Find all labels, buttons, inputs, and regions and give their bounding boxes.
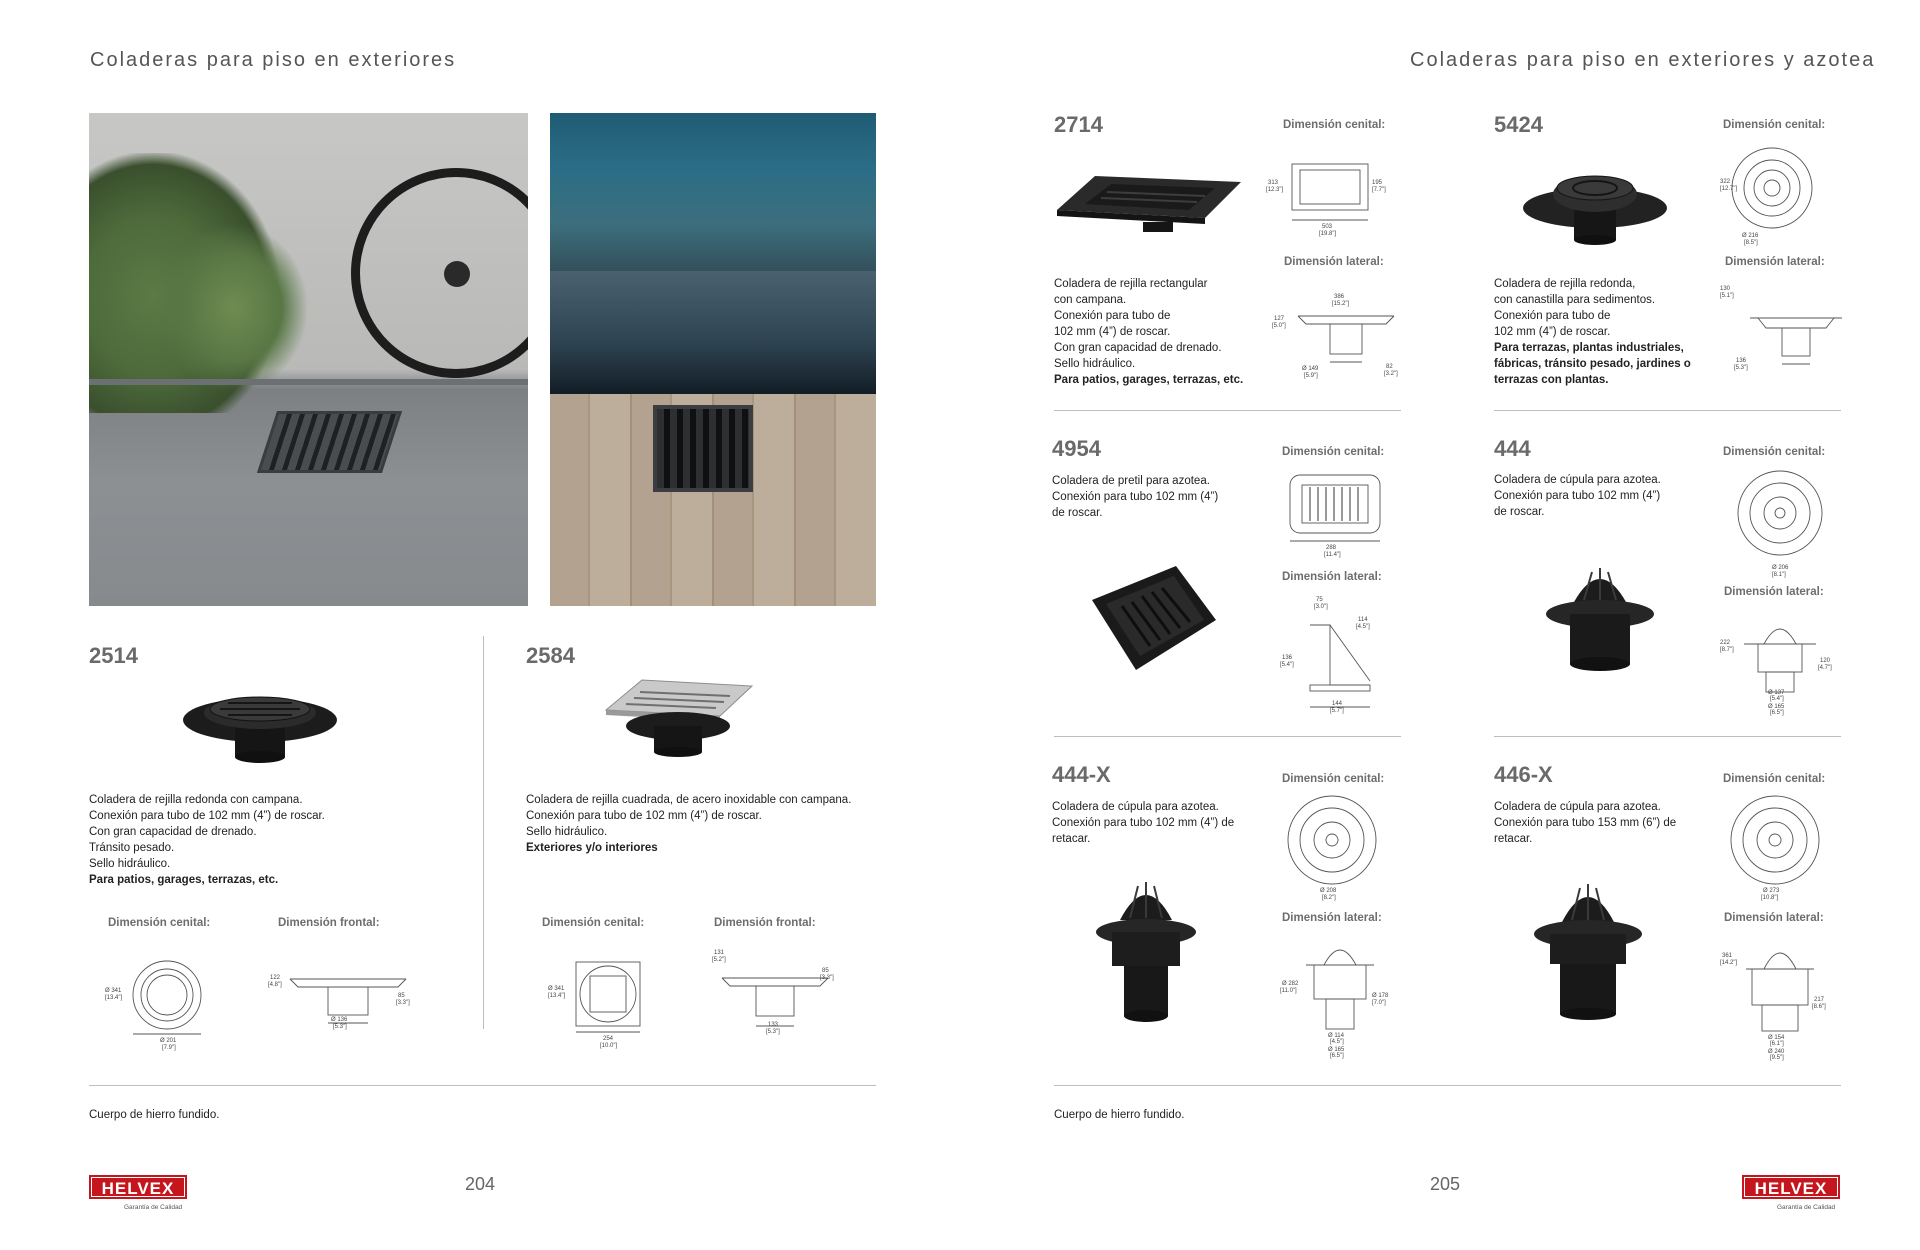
description-line: Conexión para tubo de 102 mm (4”) de roscar. [89, 810, 325, 822]
section-rule [1054, 410, 1401, 411]
dimension-mark: [7.7"] [1372, 187, 1386, 193]
dimension-mark: [3.3"] [820, 975, 834, 981]
dimension-mark: [5.2"] [712, 957, 726, 963]
dimension-mark: 222 [1720, 640, 1731, 646]
dimension-mark: [4.5"] [1330, 1039, 1344, 1045]
description-line: retacar. [1494, 833, 1533, 845]
floor-drain-grate [653, 405, 753, 492]
description-usage: Para patios, garages, terrazas, etc. [89, 874, 279, 886]
description-line: Coladera de rejilla redonda, [1494, 278, 1636, 290]
drawing-lateral-4954 [1280, 595, 1390, 725]
dimension-mark: 133 [768, 1022, 779, 1028]
dimension-mark: Ø 208 [1320, 888, 1337, 894]
product-code: 2514 [89, 643, 138, 668]
product-2514-image [180, 675, 340, 765]
bicycle-hub [444, 261, 470, 287]
dimension-mark: [12.3"] [1266, 187, 1284, 193]
drawing-lateral-446-x [1720, 935, 1840, 1065]
dimension-mark: [6.1"] [1770, 1041, 1784, 1047]
dimension-mark: [7.0"] [1372, 1000, 1386, 1006]
dimension-mark: 254 [603, 1036, 614, 1042]
product-2714-image [1055, 170, 1245, 240]
description-usage: Para terrazas, plantas industriales, fábricas, tránsito pesado, jardines o terrazas con plantas. [1494, 342, 1691, 386]
column-divider [483, 636, 484, 1029]
description-line: Tránsito pesado. [89, 842, 175, 854]
dimension-mark: 130 [1720, 286, 1731, 292]
product-code: 446-X [1494, 762, 1553, 787]
dimension-mark: Ø 154 [1768, 1035, 1785, 1041]
pool-deck-photo [550, 113, 876, 606]
product-code: 2714 [1054, 112, 1103, 137]
dimension-mark: [8.2"] [1322, 895, 1336, 901]
description-line: Conexión para tubo 102 mm (4”) de [1052, 817, 1235, 829]
brand-tagline: Garantía de Calidad [124, 1204, 183, 1211]
dimension-mark: [15.2"] [1332, 301, 1350, 307]
brand-tagline: Garantía de Calidad [1777, 1204, 1836, 1211]
bush-shape [159, 223, 309, 393]
product-5424-image [1520, 160, 1670, 250]
drawing-cenital-4954 [1280, 465, 1390, 565]
footer-rule [89, 1085, 876, 1086]
dimension-lateral-label: Dimensión lateral: [1282, 912, 1382, 924]
dimension-mark: [3.0"] [1314, 604, 1328, 610]
dimension-mark: [8.6"] [1812, 1004, 1826, 1010]
drawing-frontal-2584 [712, 948, 852, 1038]
description-line: Coladera de rejilla rectangular [1054, 278, 1208, 290]
drawing-lateral-444 [1720, 608, 1840, 718]
description-usage: Para patios, garages, terrazas, etc. [1054, 374, 1244, 386]
dimension-cenital-label: Dimensión cenital: [1282, 446, 1385, 458]
drawing-frontal-2514 [268, 965, 418, 1045]
description-line: Con gran capacidad de drenado. [1054, 342, 1222, 354]
description-line: con campana. [1054, 294, 1127, 306]
description-line: Conexión para tubo de [1494, 310, 1611, 322]
dimension-mark: 288 [1326, 545, 1337, 551]
product-code: 2584 [526, 643, 575, 668]
description-line: Conexión para tubo de [1054, 310, 1171, 322]
dimension-mark: [12.7"] [1720, 186, 1738, 192]
description-line: Sello hidráulico. [89, 858, 171, 870]
dimension-lateral-label: Dimensión lateral: [1724, 912, 1824, 924]
description-line: Conexión para tubo de 102 mm (4”) de roscar. [526, 810, 762, 822]
product-2584-image [600, 672, 760, 762]
dimension-mark: Ø 240 [1768, 1049, 1785, 1055]
description-line: 102 mm (4”) de roscar. [1054, 326, 1171, 338]
dimension-mark: [5.4"] [1280, 662, 1294, 668]
dimension-mark: Ø 149 [1302, 366, 1319, 372]
description-usage: Exteriores y/o interiores [526, 842, 658, 854]
dimension-mark: Ø 282 [1282, 981, 1299, 987]
description-line: Sello hidráulico. [526, 826, 608, 838]
dimension-mark: [6.5"] [1330, 1053, 1344, 1059]
drawing-lateral-444-x [1280, 935, 1400, 1065]
dimension-mark: 75 [1316, 597, 1323, 603]
product-description [89, 792, 449, 888]
dimension-mark: 136 [1736, 358, 1747, 364]
dimension-cenital-label: Dimensión cenital: [108, 917, 211, 929]
wall-base [89, 379, 528, 385]
dimension-mark: 144 [1332, 701, 1343, 707]
dimension-lateral-label: Dimensión lateral: [1282, 571, 1382, 583]
description-line: Coladera de rejilla cuadrada, de acero inoxidable con campana. [526, 794, 852, 806]
dimension-cenital-label: Dimensión cenital: [1282, 773, 1385, 785]
dimension-mark: 322 [1720, 179, 1731, 185]
description-line: de roscar. [1494, 506, 1545, 518]
dimension-mark: Ø 165 [1328, 1047, 1345, 1053]
drawing-cenital-5424 [1720, 145, 1840, 255]
drawing-cenital-444-x [1282, 792, 1392, 902]
drawing-cenital-2584 [548, 950, 658, 1049]
description-line: Coladera de cúpula para azotea. [1052, 801, 1219, 813]
description-line: Coladera de rejilla redonda con campana. [89, 794, 303, 806]
product-description [1052, 799, 1267, 847]
dimension-cenital-label: Dimensión cenital: [1723, 446, 1826, 458]
dimension-lateral-label: Dimensión lateral: [1284, 256, 1384, 268]
dimension-mark: [4.5"] [1356, 624, 1370, 630]
product-444-x-image [1086, 870, 1206, 1030]
drawing-cenital-2514 [105, 950, 215, 1051]
footer-note: Cuerpo de hierro fundido. [1054, 1109, 1185, 1121]
product-description [526, 792, 886, 856]
dimension-mark: Ø 341 [548, 986, 565, 992]
dimension-mark: Ø 216 [1742, 233, 1759, 239]
description-line: Coladera de cúpula para azotea. [1494, 474, 1661, 486]
helvex-logo: HELVEX [1742, 1175, 1840, 1199]
dimension-mark: [14.2"] [1720, 960, 1738, 966]
dimension-mark: [8.1"] [1772, 572, 1786, 578]
product-446-x-image [1528, 872, 1648, 1032]
dimension-mark: [10.8"] [1761, 895, 1779, 901]
drawing-lateral-5424 [1720, 282, 1850, 377]
page-number: 205 [1430, 1174, 1461, 1194]
dimension-mark: [4.8"] [268, 982, 282, 988]
dimension-mark: [8.5"] [1744, 240, 1758, 246]
pool-edge [550, 271, 876, 399]
dimension-mark: [3.2"] [1384, 371, 1398, 377]
dimension-mark: 195 [1372, 180, 1383, 186]
dimension-mark: Ø 136 [331, 1017, 348, 1023]
dimension-mark: [19.8"] [1319, 231, 1337, 237]
helvex-logo: HELVEX [89, 1175, 187, 1199]
description-line: Sello hidráulico. [1054, 358, 1136, 370]
product-code: 444 [1494, 436, 1531, 461]
dimension-mark: [5.0"] [1272, 323, 1286, 329]
product-description [1054, 276, 1269, 388]
product-description [1494, 472, 1704, 520]
dimension-mark: 313 [1268, 180, 1279, 186]
dimension-mark: Ø 341 [105, 988, 122, 994]
dimension-mark: [5.3"] [333, 1024, 347, 1030]
product-code: 4954 [1052, 436, 1101, 461]
footer-note: Cuerpo de hierro fundido. [89, 1109, 220, 1121]
product-description [1494, 276, 1714, 388]
page-number: 204 [465, 1174, 496, 1194]
dimension-mark: [3.3"] [396, 1000, 410, 1006]
dimension-mark: [6.5"] [1770, 710, 1784, 716]
description-line: de roscar. [1052, 507, 1103, 519]
floor-drain-grate [257, 411, 402, 473]
dimension-mark: [8.7"] [1720, 647, 1734, 653]
description-line: Conexión para tubo 153 mm (6”) de [1494, 817, 1677, 829]
dimension-mark: [5.3"] [766, 1029, 780, 1035]
description-line: Coladera de cúpula para azotea. [1494, 801, 1661, 813]
drawing-cenital-444 [1730, 465, 1840, 578]
dimension-mark: 136 [1282, 655, 1293, 661]
dimension-cenital-label: Dimensión cenital: [542, 917, 645, 929]
dimension-mark: 503 [1322, 224, 1333, 230]
dimension-mark: 131 [714, 950, 725, 956]
dimension-mark: [5.9"] [1304, 373, 1318, 379]
drawing-cenital-446-x [1725, 792, 1835, 902]
product-code: 5424 [1494, 112, 1543, 137]
dimension-mark: [10.0"] [600, 1043, 618, 1049]
dimension-mark: 127 [1274, 316, 1285, 322]
product-description [1494, 799, 1709, 847]
dimension-mark: [11.4"] [1324, 552, 1341, 558]
dimension-mark: [13.4"] [105, 995, 123, 1001]
left-page-header: Coladeras para piso en exteriores [90, 49, 457, 71]
dimension-mark: Ø 114 [1328, 1033, 1344, 1039]
dimension-mark: 114 [1358, 617, 1368, 623]
section-rule [1054, 736, 1401, 737]
dimension-mark: Ø 178 [1372, 993, 1389, 999]
dimension-mark: Ø 165 [1768, 704, 1785, 710]
dimension-mark: [9.5"] [1770, 1055, 1784, 1061]
dimension-mark: [4.7"] [1818, 665, 1832, 671]
dimension-mark: [5.7"] [1330, 708, 1344, 714]
description-line: retacar. [1052, 833, 1091, 845]
dimension-frontal-label: Dimensión frontal: [278, 917, 380, 929]
dimension-mark: 85 [822, 968, 829, 974]
dimension-mark: Ø 206 [1772, 565, 1789, 571]
dimension-mark: [13.4"] [548, 993, 566, 999]
description-line: Conexión para tubo 102 mm (4”) [1052, 491, 1219, 503]
dimension-mark: [5.1"] [1720, 293, 1734, 299]
dimension-mark: [7.9"] [162, 1045, 176, 1051]
right-page-header: Coladeras para piso en exteriores y azotea [1410, 49, 1876, 71]
dimension-mark: Ø 201 [160, 1038, 177, 1044]
dimension-mark: 217 [1814, 997, 1825, 1003]
dimension-mark: Ø 137 [1768, 690, 1785, 696]
description-line: Coladera de pretil para azotea. [1052, 475, 1210, 487]
dimension-cenital-label: Dimensión cenital: [1283, 119, 1386, 131]
section-rule [1494, 410, 1841, 411]
dimension-mark: [5.4"] [1770, 696, 1784, 702]
description-line: Con gran capacidad de drenado. [89, 826, 257, 838]
dimension-cenital-label: Dimensión cenital: [1723, 773, 1826, 785]
product-description [1052, 473, 1262, 521]
product-444-image [1540, 556, 1660, 686]
footer-rule [1054, 1085, 1841, 1086]
dimension-mark: 85 [398, 993, 405, 999]
product-code: 444-X [1052, 762, 1111, 787]
dimension-cenital-label: Dimensión cenital: [1723, 119, 1826, 131]
drawing-cenital-2714 [1262, 160, 1392, 240]
dimension-mark: [11.0"] [1280, 988, 1297, 994]
product-4954-image [1086, 560, 1226, 680]
pool-water [550, 113, 876, 271]
description-line: con canastilla para sedimentos. [1494, 294, 1656, 306]
dimension-frontal-label: Dimensión frontal: [714, 917, 816, 929]
section-rule [1494, 736, 1841, 737]
dimension-mark: Ø 273 [1763, 888, 1780, 894]
description-line: 102 mm (4”) de roscar. [1494, 326, 1611, 338]
dimension-mark: 82 [1386, 364, 1393, 370]
drawing-lateral-2714 [1270, 290, 1410, 379]
bicycle-wheel [351, 168, 528, 378]
patio-photo [89, 113, 528, 606]
dimension-lateral-label: Dimensión lateral: [1724, 586, 1824, 598]
dimension-mark: 122 [270, 975, 281, 981]
description-line: Conexión para tubo 102 mm (4”) [1494, 490, 1661, 502]
dimension-mark: [5.3"] [1734, 365, 1748, 371]
dimension-mark: 361 [1722, 953, 1733, 959]
dimension-mark: 120 [1820, 658, 1831, 664]
dimension-lateral-label: Dimensión lateral: [1725, 256, 1825, 268]
dimension-mark: 386 [1334, 294, 1345, 300]
